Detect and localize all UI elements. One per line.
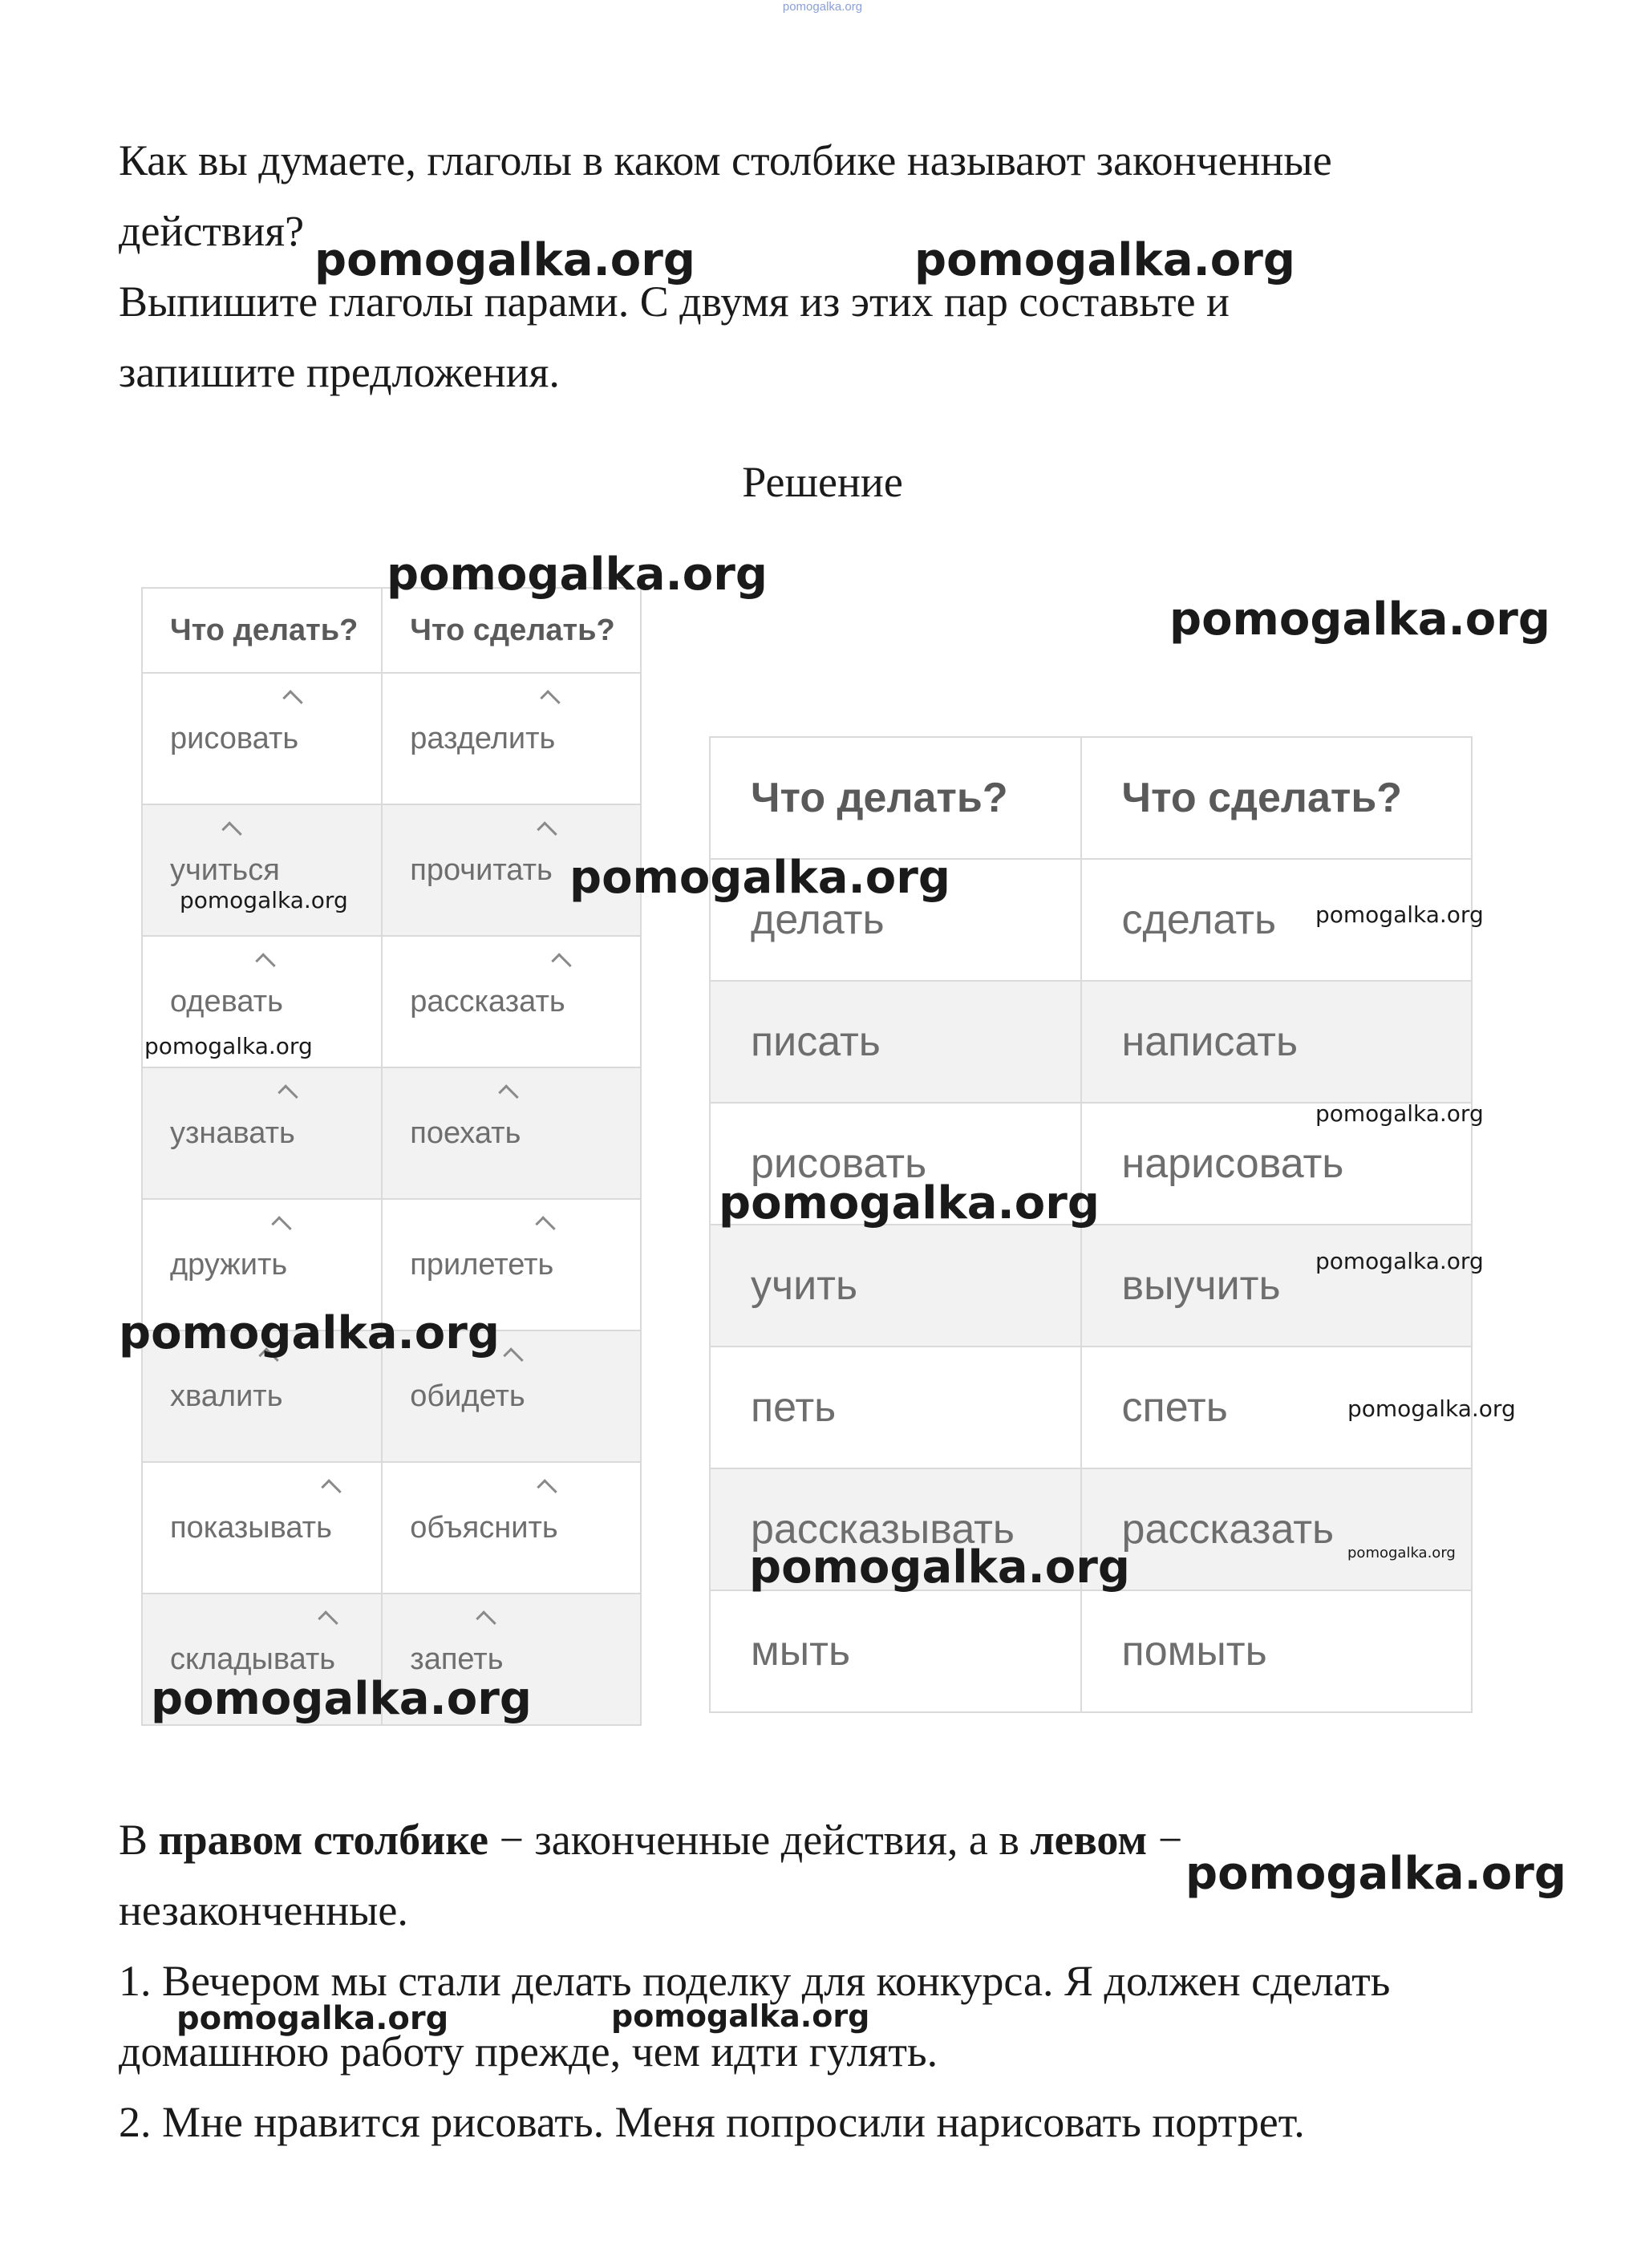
watermark-text: pomogalka.org <box>144 1033 313 1059</box>
table-cell: поехать <box>382 1067 641 1199</box>
sentence-2: 2. Мне нравится рисовать. Меня попросили нарисовать портрет. <box>119 2098 1305 2146</box>
table-header: Что сделать? <box>1081 737 1472 859</box>
sentence-1-line-2: домашнюю работу прежде, чем идти гулять. <box>119 2027 938 2076</box>
table-cell: узнавать <box>142 1067 382 1199</box>
stress-mark-icon <box>278 1084 298 1104</box>
table-header: Что сделать? <box>382 588 641 673</box>
watermark-text: pomogalka.org <box>314 234 695 286</box>
table-cell: сделать <box>1081 859 1472 981</box>
table-cell: делать <box>710 859 1081 981</box>
table-header: Что делать? <box>710 737 1081 859</box>
table-cell: написать <box>1081 981 1472 1103</box>
top-watermark: pomogalka.org <box>782 0 863 14</box>
solution-heading: Решение <box>742 458 903 506</box>
task-line-2: действия? <box>119 207 305 255</box>
watermark-text: pomogalka.org <box>176 2000 449 2037</box>
table-cell: запеть <box>382 1594 641 1725</box>
watermark-text: pomogalka.org <box>719 1177 1100 1229</box>
stress-mark-icon <box>255 953 275 973</box>
task-line-3: Выпишите глаголы парами. С двумя из этих пар составьте и <box>119 277 1230 326</box>
watermark-text: pomogalka.org <box>119 1307 500 1359</box>
answer-bold-right: правом столбике <box>158 1816 488 1864</box>
watermark-text: pomogalka.org <box>1347 1395 1516 1422</box>
watermark-text: pomogalka.org <box>151 1673 532 1725</box>
table-cell: прочитать <box>382 804 641 936</box>
table-header: Что делать? <box>142 588 382 673</box>
table-cell: одевать <box>142 936 382 1067</box>
table-cell: рисовать <box>142 673 382 804</box>
table-cell: обидеть <box>382 1330 641 1462</box>
stress-mark-icon <box>476 1610 496 1630</box>
answer-line-1: В правом столбике − законченные действия, а в левом − <box>119 1816 1183 1864</box>
stress-mark-icon <box>221 821 241 841</box>
watermark-text: pomogalka.org <box>569 852 950 904</box>
sentence-1-line-1: 1. Вечером мы стали делать поделку для конкурса. Я должен сделать <box>119 1957 1391 2005</box>
watermark-text: pomogalka.org <box>1315 1100 1484 1127</box>
stress-mark-icon <box>541 690 561 710</box>
table-cell: хвалить <box>142 1330 382 1462</box>
watermark-text: pomogalka.org <box>1315 1248 1484 1274</box>
stress-mark-icon <box>282 690 302 710</box>
table-cell: учить <box>710 1225 1081 1347</box>
stress-mark-icon <box>536 1216 556 1236</box>
stress-mark-icon <box>499 1084 519 1104</box>
watermark-text: pomogalka.org <box>1169 593 1550 646</box>
table-cell: рисовать <box>710 1103 1081 1225</box>
table-cell: складывать <box>142 1594 382 1725</box>
stress-mark-icon <box>537 1479 557 1499</box>
watermark-text: pomogalka.org <box>1315 901 1484 928</box>
watermark-text: pomogalka.org <box>1347 1545 1456 1561</box>
table-cell: нарисовать <box>1081 1103 1472 1225</box>
table-cell: выучить <box>1081 1225 1472 1347</box>
watermark-text: pomogalka.org <box>180 887 348 913</box>
stress-mark-icon <box>271 1216 291 1236</box>
table-cell: мыть <box>710 1590 1081 1712</box>
task-line-4: запишите предложения. <box>119 348 560 396</box>
table-cell: рассказать <box>1081 1468 1472 1590</box>
table-cell: дружить <box>142 1199 382 1330</box>
stress-mark-icon <box>321 1479 341 1499</box>
stress-mark-icon <box>504 1347 524 1367</box>
table-cell: объяснить <box>382 1462 641 1594</box>
table-cell: разделить <box>382 673 641 804</box>
table-cell: показывать <box>142 1462 382 1594</box>
stress-mark-icon <box>318 1610 338 1630</box>
watermark-text: pomogalka.org <box>387 549 768 601</box>
answer-bold-left: левом <box>1030 1816 1148 1864</box>
watermark-text: pomogalka.org <box>749 1541 1130 1594</box>
answer-line-2: незаконченные. <box>119 1886 408 1934</box>
table-cell: учиться <box>142 804 382 936</box>
watermark-text: pomogalka.org <box>914 234 1295 286</box>
table-cell: спеть <box>1081 1347 1472 1468</box>
table-cell: рассказать <box>382 936 641 1067</box>
table-cell: прилететь <box>382 1199 641 1330</box>
stress-mark-icon <box>537 821 557 841</box>
table-cell: петь <box>710 1347 1081 1468</box>
table-cell: рассказывать <box>710 1468 1081 1590</box>
watermark-text: pomogalka.org <box>611 1999 870 2034</box>
table-cell: помыть <box>1081 1590 1472 1712</box>
task-line-1: Как вы думаете, глаголы в каком столбике называют законченные <box>119 136 1332 184</box>
stress-mark-icon <box>552 953 572 973</box>
table-cell: писать <box>710 981 1081 1103</box>
watermark-text: pomogalka.org <box>1185 1848 1566 1900</box>
verbs-table-left <box>141 587 642 1726</box>
